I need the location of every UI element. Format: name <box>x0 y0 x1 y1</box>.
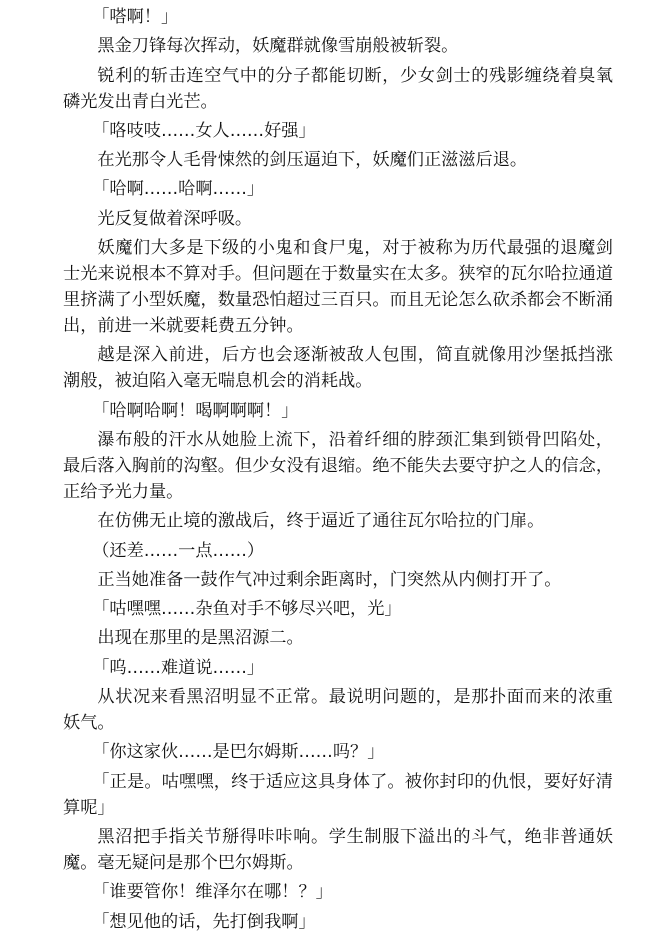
paragraph: 「咕嘿嘿……杂鱼对手不够尽兴吧，光」 <box>92 599 402 620</box>
paragraph: 瀑布般的汗水从她脸上流下，沿着纤细的脖颈汇集到锁骨凹陷处，最后落入胸前的沟壑。但少女没有退缩。绝不能失去要守护之人的信念，正给予光力量。 <box>63 429 614 502</box>
paragraph: 妖魔们大多是下级的小鬼和食尸鬼，对于被称为历代最强的退魔剑士光来说根本不算对手。但问题在于数量实在太多。狭窄的瓦尔哈拉通道里挤满了小型妖魔，数量恐怕超过三百只。而且无论怎么砍杀都会不断涌出，前进一米就要耗费五分钟。 <box>63 238 614 337</box>
paragraph: 越是深入前进，后方也会逐渐被敌人包围，简直就像用沙堡抵挡涨潮般，被迫陷入毫无喘息机会的消耗战。 <box>63 345 613 392</box>
paragraph: 「嗒啊！」 <box>92 7 179 27</box>
paragraph: 「想见他的话，先打倒我啊」 <box>92 911 316 932</box>
paragraph: 「哈啊哈啊！喝啊啊啊！」 <box>92 400 299 421</box>
paragraph: 在仿佛无止境的激战后，终于逼近了通往瓦尔哈拉的门扉。 <box>97 511 545 532</box>
novel-page <box>63 4 613 938</box>
paragraph: 出现在那里的是黑沼源二。 <box>97 628 304 649</box>
paragraph: 正当她准备一鼓作气冲过剩余距离时，门突然从内侧打开了。 <box>97 569 562 590</box>
paragraph: 光反复做着深呼吸。 <box>97 208 253 229</box>
paragraph: （还差……一点……） <box>92 540 265 561</box>
paragraph: 「正是。咕嘿嘿，终于适应这具身体了。被你封印的仇恨，要好好清算呢」 <box>63 771 613 818</box>
paragraph: 「你这家伙……是巴尔姆斯……吗？」 <box>92 742 385 763</box>
paragraph: 在光那令人毛骨悚然的剑压逼迫下，妖魔们正滋滋后退。 <box>97 150 528 171</box>
paragraph: 「咯吱吱……女人……好强」 <box>92 120 316 141</box>
paragraph: 「谁要管你！维泽尔在哪！？」 <box>92 882 333 903</box>
paragraph: 黑金刀锋每次挥动，妖魔群就像雪崩般被斩裂。 <box>97 36 459 57</box>
paragraph: 黑沼把手指关节掰得咔咔响。学生制服下溢出的斗气，绝非普通妖魔。毫无疑问是那个巴尔姆斯。 <box>63 826 613 873</box>
paragraph: 从状况来看黑沼明显不正常。最说明问题的，是那扑面而来的浓重妖气。 <box>63 687 613 734</box>
paragraph: 「哈啊……哈啊……」 <box>92 179 265 200</box>
paragraph: 「呜……难道说……」 <box>92 657 265 678</box>
paragraph: 锐利的斩击连空气中的分子都能切断，少女剑士的残影缠绕着臭氧磷光发出青白光芒。 <box>63 65 613 112</box>
